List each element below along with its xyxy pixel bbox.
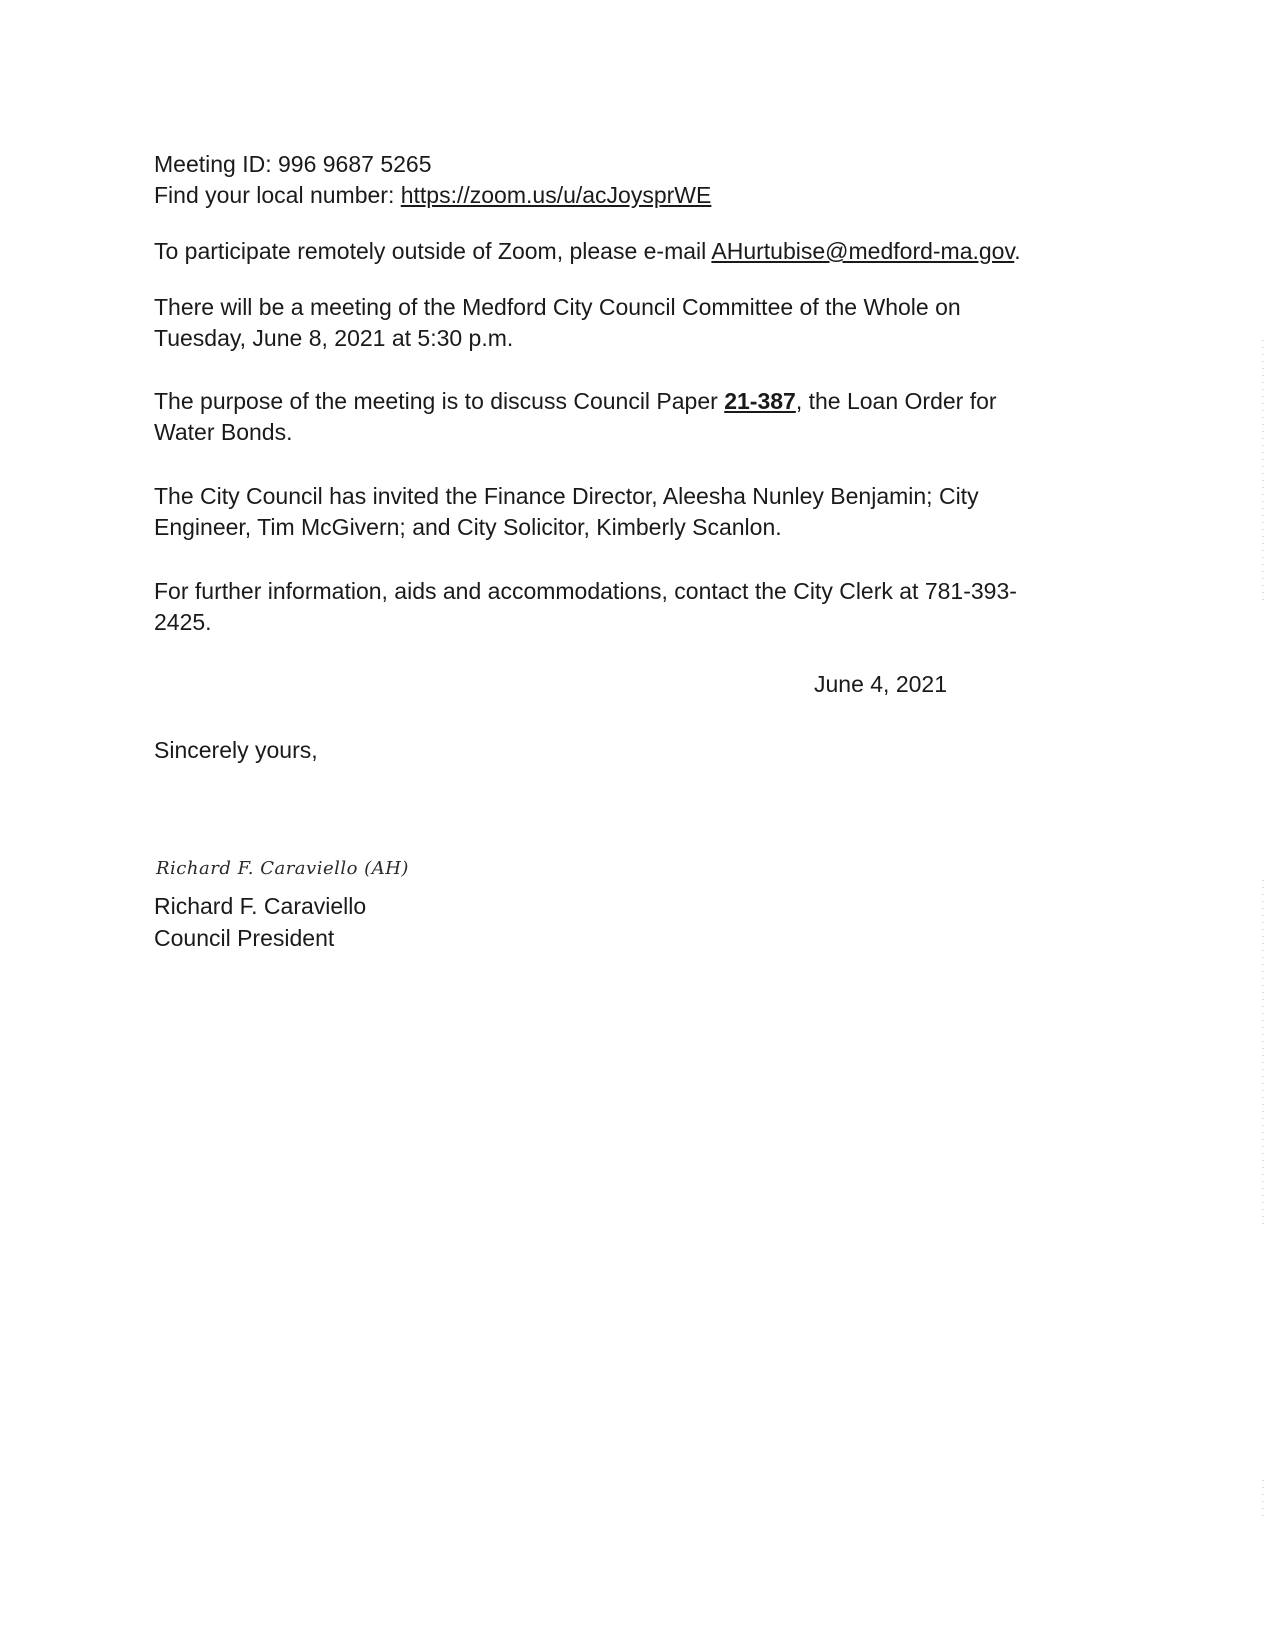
purpose-line-1 xyxy=(154,385,997,418)
signer-title: Council President xyxy=(154,925,335,951)
invited-line-1: The City Council has invited the Finance Director, Aleesha Nunley Benjamin; City xyxy=(154,483,979,509)
closing-salutation: Sincerely yours, xyxy=(154,737,318,763)
purpose-text: The purpose of the meeting is to discuss Council Paper xyxy=(154,388,725,414)
signer-name: Richard F. Caraviello xyxy=(154,893,367,919)
council-paper-reference[interactable]: 21-387 xyxy=(724,388,796,414)
meeting-id: Meeting ID: 996 9687 5265 xyxy=(154,151,432,177)
local-number-line xyxy=(154,179,711,212)
contact-line-1: For further information, aids and accommodations, contact the City Clerk at 781-393- xyxy=(154,578,1017,604)
invited-line-2: Engineer, Tim McGivern; and City Solicitor, Kimberly Scanlon. xyxy=(154,514,782,540)
remote-participation-text: To participate remotely outside of Zoom, please e-mail xyxy=(154,238,712,264)
remote-participation-period: . xyxy=(1014,238,1021,264)
announcement-line-2: Tuesday, June 8, 2021 at 5:30 p.m. xyxy=(154,325,514,351)
scan-edge-marks xyxy=(1261,0,1265,1650)
purpose-line-2: Water Bonds. xyxy=(154,419,293,445)
clerk-email-link[interactable]: AHurtubise@medford-ma.gov xyxy=(711,238,1015,264)
handwritten-signature: Richard F. Caraviello (AH) xyxy=(156,858,409,879)
zoom-local-number-link[interactable]: https://zoom.us/u/acJoysprWE xyxy=(400,182,712,208)
purpose-text-suffix: , the Loan Order for xyxy=(795,388,997,414)
local-number-label: Find your local number: xyxy=(154,182,401,208)
remote-participation-line xyxy=(154,235,1021,268)
letter-date: June 4, 2021 xyxy=(814,671,948,697)
contact-line-2: 2425. xyxy=(154,609,212,635)
announcement-line-1: There will be a meeting of the Medford City Council Committee of the Whole on xyxy=(154,294,961,320)
